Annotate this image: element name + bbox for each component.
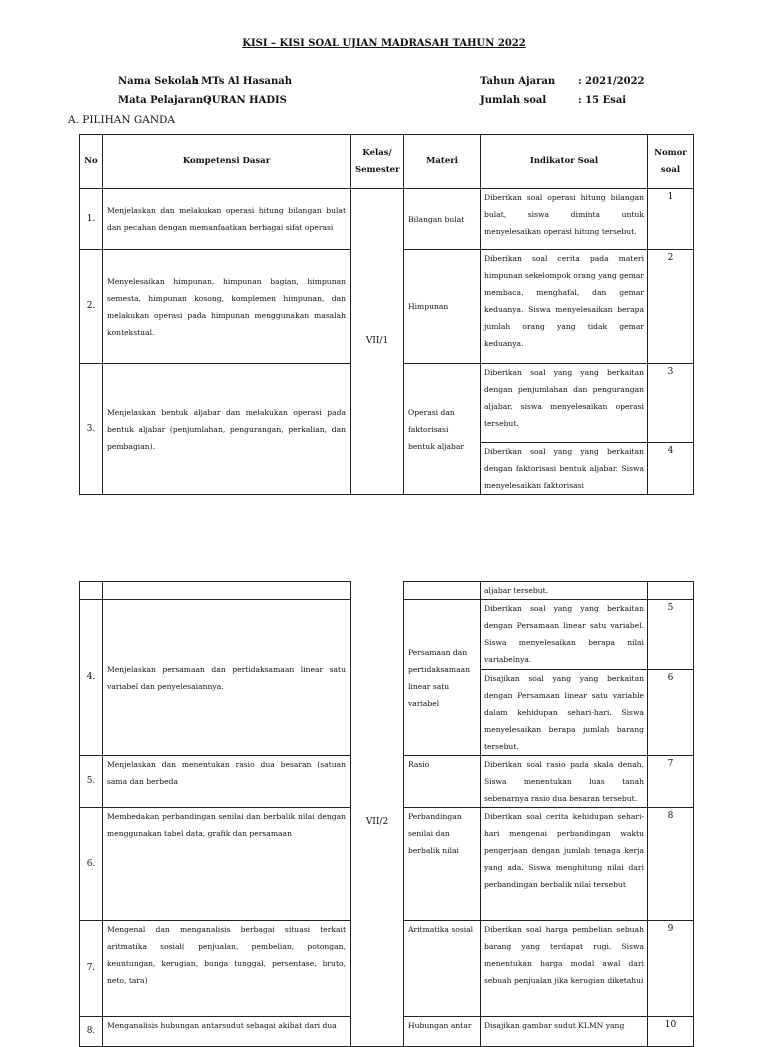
header-kelas: Kelas/ Semester bbox=[351, 135, 404, 189]
row-indikator: Disajikan soal yang yang berkaitan dengan Persamaan linear satu variable dalam kehidupan sehari-hari. Siswa menyelesaikan berapa jumlah barang tersebut. bbox=[481, 670, 648, 756]
row-nomor: 7 bbox=[648, 756, 694, 808]
row-number: 1. bbox=[80, 189, 103, 250]
row-gap bbox=[351, 582, 404, 600]
row-nomor: 9 bbox=[648, 921, 694, 1017]
row-indikator: Diberikan soal cerita pada materi himpunan sekelompok orang yang gemar membaca, menghafal, dan gemar keduanya. Siswa menyelesaikan berapa jumlah orang yang tidak gemar keduanya. bbox=[481, 250, 648, 364]
row-number: 5. bbox=[80, 756, 103, 808]
year-value: : 2021/2022 bbox=[578, 76, 645, 87]
row-kompetensi bbox=[103, 582, 351, 600]
table-row bbox=[80, 189, 694, 250]
document-title: KISI – KISI SOAL UJIAN MADRASAH TAHUN 2022 bbox=[242, 38, 526, 49]
row-number: 2. bbox=[80, 250, 103, 364]
row-indikator: Diberikan soal operasi hitung bilangan bulat, siswa diminta untuk menyelesaikan operasi hitung tersebut. bbox=[481, 189, 648, 250]
row-materi: Bilangan bulat bbox=[404, 189, 481, 250]
kisi-table-2 bbox=[79, 581, 694, 1047]
row-kelas: VII/2 bbox=[351, 600, 404, 1047]
row-materi: Rasio bbox=[404, 756, 481, 808]
header-no: No bbox=[80, 135, 103, 189]
row-kompetensi: Menyelesaikan himpunan, himpunan bagian, himpunan semesta, himpunan kosong, komplemen himpunan, dan melakukan operasi pada himpunan menggunakan masalah kontekstual. bbox=[103, 250, 351, 364]
row-materi bbox=[404, 582, 481, 600]
row-materi: Himpunan bbox=[404, 250, 481, 364]
row-number: 7. bbox=[80, 921, 103, 1017]
row-kompetensi: Menganalisis hubungan antarsudut sebagai akibat dari dua bbox=[103, 1017, 351, 1047]
row-indikator: Diberikan soal harga pembelian sebuah barang yang terdapat rugi. Siswa menentukan harga modal awal dari sebuah penjualan jika kerugian diketahui bbox=[481, 921, 648, 1017]
subject-value: QURAN HADIS bbox=[203, 95, 287, 106]
row-nomor: 8 bbox=[648, 808, 694, 921]
row-kompetensi: Membedakan perbandingan senilai dan berbalik nilai dengan menggunakan tabel data, grafik dan persamaan bbox=[103, 808, 351, 921]
section-heading: A. PILIHAN GANDA bbox=[68, 114, 176, 126]
row-number: 3. bbox=[80, 364, 103, 495]
row-nomor: 3 bbox=[648, 364, 694, 443]
row-nomor: 1 bbox=[648, 189, 694, 250]
row-kelas: VII/1 bbox=[351, 189, 404, 495]
row-materi: Hubungan antar bbox=[404, 1017, 481, 1047]
table-row bbox=[80, 582, 694, 600]
row-nomor: 4 bbox=[648, 443, 694, 495]
row-indikator: Diberikan soal rasio pada skala denah. Siswa menentukan luas tanah sebenarnya rasio dua besaran tersebut. bbox=[481, 756, 648, 808]
row-kompetensi: Mengenal dan menganalisis berbagai situasi terkait aritmatika sosial( penjualan, pembelian, potongan, keuntungan, kerugian, bunga tunggal, persentase, bruto, neto, tara) bbox=[103, 921, 351, 1017]
row-kompetensi: Menjelaskan bentuk aljabar dan melakukan operasi pada bentuk aljabar (penjumlahan, pengurangan, perkalian, dan pembagian). bbox=[103, 364, 351, 495]
header-materi: Materi bbox=[404, 135, 481, 189]
header-indikator: Indikator Soal bbox=[481, 135, 648, 189]
row-kompetensi: Menjelaskan persamaan dan pertidaksamaan linear satu variabel dan penyelesaiannya. bbox=[103, 600, 351, 756]
row-indikator: Diberikan soal cerita kehidupan sehari-hari mengenai perbandingan waktu pengerjaan dengan jumlah tenaga kerja yang ada. Siswa menghitung nilai dari perbandingan berbalik nilai tersebut bbox=[481, 808, 648, 921]
row-nomor bbox=[648, 582, 694, 600]
kisi-table-1 bbox=[79, 134, 694, 495]
count-label: Jumlah soal bbox=[480, 95, 547, 106]
row-indikator: Diberikan soal yang yang berkaitan dengan faktorisasi bentuk aljabar. Siswa menyelesaikan faktorisasi bbox=[481, 443, 648, 495]
row-indikator: aljabar tersebut. bbox=[481, 582, 648, 600]
school-label: Nama Sekolah bbox=[118, 76, 199, 87]
row-number: 4. bbox=[80, 600, 103, 756]
row-materi: Perbandingan senilai dan berbalik nilai bbox=[404, 808, 481, 921]
school-value: : MTs Al Hasanah bbox=[194, 76, 292, 87]
header-nomor: Nomor soal bbox=[648, 135, 694, 189]
row-number bbox=[80, 582, 103, 600]
row-kompetensi: Menjelaskan dan menentukan rasio dua besaran (satuan sama dan berbeda bbox=[103, 756, 351, 808]
row-number: 6. bbox=[80, 808, 103, 921]
header-kompetensi: Kompetensi Dasar bbox=[103, 135, 351, 189]
row-indikator: Diberikan soal yang yang berkaitan dengan Persamaan linear satu variabel. Siswa menyelesaikan berapa nilai variabelnya. bbox=[481, 600, 648, 670]
row-materi: Operasi dan faktorisasi bentuk aljabar bbox=[404, 364, 481, 495]
subject-label: Mata Pelajaran : bbox=[118, 95, 211, 106]
year-label: Tahun Ajaran bbox=[480, 76, 556, 87]
row-materi: Persamaan dan pertidaksamaan linear satu variabel bbox=[404, 600, 481, 756]
row-nomor: 6 bbox=[648, 670, 694, 756]
row-nomor: 5 bbox=[648, 600, 694, 670]
row-number: 8. bbox=[80, 1017, 103, 1047]
count-value: : 15 Esai bbox=[578, 95, 627, 106]
row-kompetensi: Menjelaskan dan melakukan operasi hitung bilangan bulat dan pecahan dengan memanfaatkan berbagai sifat operasi bbox=[103, 189, 351, 250]
row-indikator: Disajikan gambar sudut KLMN yang bbox=[481, 1017, 648, 1047]
table-row bbox=[80, 600, 694, 670]
row-materi: Aritmatika sosial bbox=[404, 921, 481, 1017]
row-nomor: 2 bbox=[648, 250, 694, 364]
row-indikator: Diberikan soal yang yang berkaitan dengan penjumlahan dan pengurangan aljabar, siswa menyelesaikan operasi tersebut. bbox=[481, 364, 648, 443]
row-nomor: 10 bbox=[648, 1017, 694, 1047]
